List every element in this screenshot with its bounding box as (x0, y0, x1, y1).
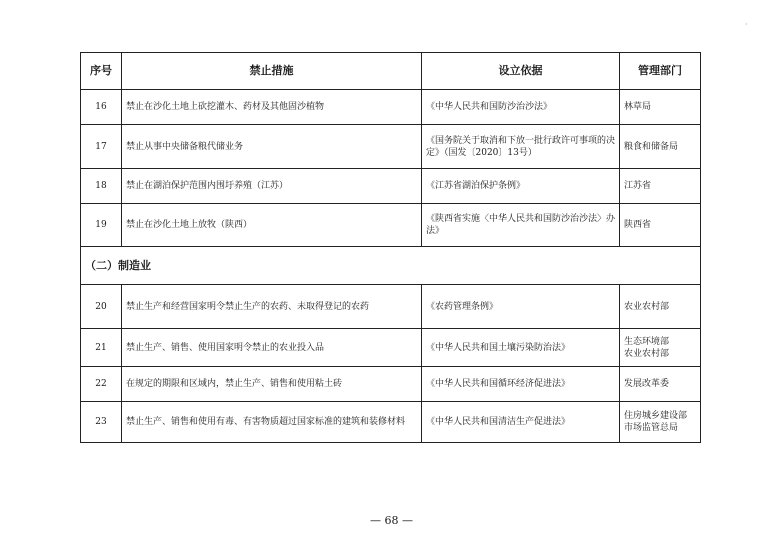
row-dept (620, 329, 701, 367)
row-basis: 《陕西省实施〈中华人民共和国防沙治沙法〉办法》 (422, 204, 620, 247)
table-row (81, 204, 701, 247)
dept-line: 江苏省 (624, 181, 652, 191)
dept-line: 发展改革委 (624, 379, 670, 389)
header-measure: 禁止措施 (122, 53, 422, 90)
dept-line: 农业农村部 (624, 348, 670, 359)
row-dept (620, 402, 701, 443)
dept-line: 林草局 (624, 102, 652, 112)
row-dept (620, 125, 701, 169)
row-number: 19 (81, 204, 122, 247)
row-measure: 禁止生产和经营国家明令禁止生产的农药、未取得登记的农药 (122, 285, 422, 329)
dept-line: 陕西省 (624, 220, 652, 230)
row-dept (620, 285, 701, 329)
row-dept (620, 169, 701, 204)
dept-line: 粮食和储备局 (624, 141, 679, 152)
table-row (81, 367, 701, 402)
row-basis: 《中华人民共和国防沙治沙法》 (422, 90, 620, 125)
row-number: 22 (81, 367, 122, 402)
table-header-row (81, 53, 701, 90)
table-row (81, 329, 701, 367)
table-row (81, 402, 701, 443)
row-measure: 禁止从事中央储备粮代储业务 (122, 125, 422, 169)
table-row (81, 169, 701, 204)
page-number: — 68 — (370, 514, 413, 527)
prohibition-measures-table (80, 52, 701, 443)
table-row (81, 285, 701, 329)
scan-mark: · (745, 20, 748, 29)
row-number: 17 (81, 125, 122, 169)
row-number: 20 (81, 285, 122, 329)
dept-line: 市场监管总局 (624, 423, 679, 433)
dept-line: 住房城乡建设部 (624, 411, 688, 421)
row-measure: 禁止生产、销售、使用国家明令禁止的农业投入品 (122, 329, 422, 367)
row-number: 16 (81, 90, 122, 125)
row-basis: 《江苏省湖泊保护条例》 (422, 169, 620, 204)
dept-line: 农业农村部 (624, 301, 670, 312)
section-heading-row (81, 247, 701, 285)
row-measure: 禁止在沙化土地上砍挖灌木、药材及其他固沙植物 (122, 90, 422, 125)
row-measure: 禁止在沙化土地上放牧（陕西） (122, 204, 422, 247)
table-row (81, 125, 701, 169)
table-row (81, 90, 701, 125)
row-basis: 《农药管理条例》 (422, 285, 620, 329)
row-measure: 在规定的期限和区域内，禁止生产、销售和使用粘土砖 (122, 367, 422, 402)
header-basis: 设立依据 (422, 53, 620, 90)
row-number: 18 (81, 169, 122, 204)
row-basis: 《中华人民共和国土壤污染防治法》 (422, 329, 620, 367)
section-heading: （二）制造业 (81, 247, 701, 285)
row-number: 21 (81, 329, 122, 367)
row-basis: 《中华人民共和国循环经济促进法》 (422, 367, 620, 402)
row-measure: 禁止在湖泊保护范围内围圩养殖（江苏） (122, 169, 422, 204)
row-dept (620, 204, 701, 247)
row-dept (620, 90, 701, 125)
row-basis: 《中华人民共和国清洁生产促进法》 (422, 402, 620, 443)
header-no: 序号 (81, 53, 122, 90)
row-basis: 《国务院关于取消和下放一批行政许可事项的决定》（国发〔2020〕13号） (422, 125, 620, 169)
dept-line: 生态环境部 (624, 336, 670, 347)
header-dept: 管理部门 (620, 53, 701, 90)
row-dept (620, 367, 701, 402)
row-measure: 禁止生产、销售和使用有毒、有害物质超过国家标准的建筑和装修材料 (122, 402, 422, 443)
row-number: 23 (81, 402, 122, 443)
